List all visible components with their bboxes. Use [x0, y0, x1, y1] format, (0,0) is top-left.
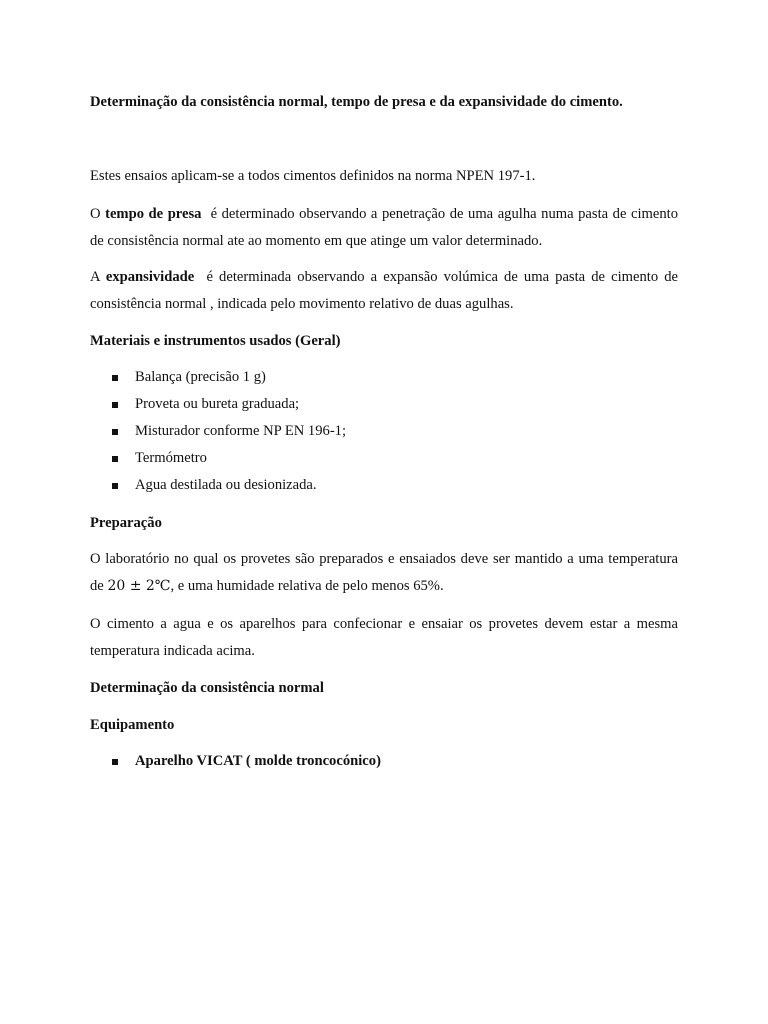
expansividade-term: expansividade — [105, 269, 195, 285]
bullet-square-icon — [112, 759, 118, 765]
bullet-square-icon — [112, 456, 118, 462]
tempo-presa-line-2: de consistência normal ate ao momento em que atinge um valor determinado. — [90, 233, 543, 249]
list-item-label: Termómetro — [135, 450, 207, 466]
expansividade-prefix: A — [90, 269, 106, 285]
bullet-square-icon — [112, 375, 118, 381]
preparacao-heading: Preparação — [90, 515, 162, 531]
intro-paragraph: Estes ensaios aplicam-se a todos cimentos definidos na norma NPEN 197-1. — [90, 168, 536, 184]
list-item-label: Proveta ou bureta graduada; — [135, 396, 300, 412]
consistencia-heading: Determinação da consistência normal — [90, 680, 324, 696]
preparacao-p2-line-2: temperatura indicada acima. — [90, 643, 255, 659]
equipamento-heading: Equipamento — [90, 717, 175, 733]
expansividade-text: é determinada observando a expansão volúmica de uma pasta de cimento de — [206, 269, 678, 285]
bullet-square-icon — [112, 483, 118, 489]
preparacao-p1-rest: , e uma humidade relativa de pelo menos 65%. — [170, 578, 444, 594]
list-item-label: Misturador conforme NP EN 196-1; — [135, 423, 347, 439]
preparacao-p1-prefix: de — [90, 578, 108, 594]
list-item-label: Aparelho VICAT ( molde troncocónico) — [135, 753, 381, 769]
list-item-label: Agua destilada ou desionizada. — [135, 477, 317, 493]
bullet-square-icon — [112, 429, 118, 435]
temperature-value: 20 ± 2℃ — [107, 578, 171, 594]
tempo-presa-term: tempo de presa — [105, 206, 202, 222]
materiais-heading: Materiais e instrumentos usados (Geral) — [90, 333, 341, 349]
expansividade-line-2: consistência normal , indicada pelo movimento relativo de duas agulhas. — [90, 296, 514, 312]
preparacao-p2-line-1: O cimento a agua e os aparelhos para confecionar e ensaiar os provetes devem estar a mesma — [90, 616, 678, 632]
preparacao-p1-line-2 — [90, 577, 444, 595]
tempo-presa-text: é determinado observando a penetração de uma agulha numa pasta de cimento — [210, 206, 678, 222]
expansividade-line-1 — [90, 268, 678, 286]
document-title: Determinação da consistência normal, tempo de presa e da expansividade do cimento. — [90, 94, 623, 110]
list-item-label: Balança (precisão 1 g) — [135, 369, 266, 385]
tempo-presa-line-1 — [90, 205, 678, 223]
tempo-presa-prefix: O — [90, 206, 106, 222]
bullet-square-icon — [112, 402, 118, 408]
preparacao-p1-line-1: O laboratório no qual os provetes são preparados e ensaiados deve ser mantido a uma temperatura — [90, 551, 678, 567]
